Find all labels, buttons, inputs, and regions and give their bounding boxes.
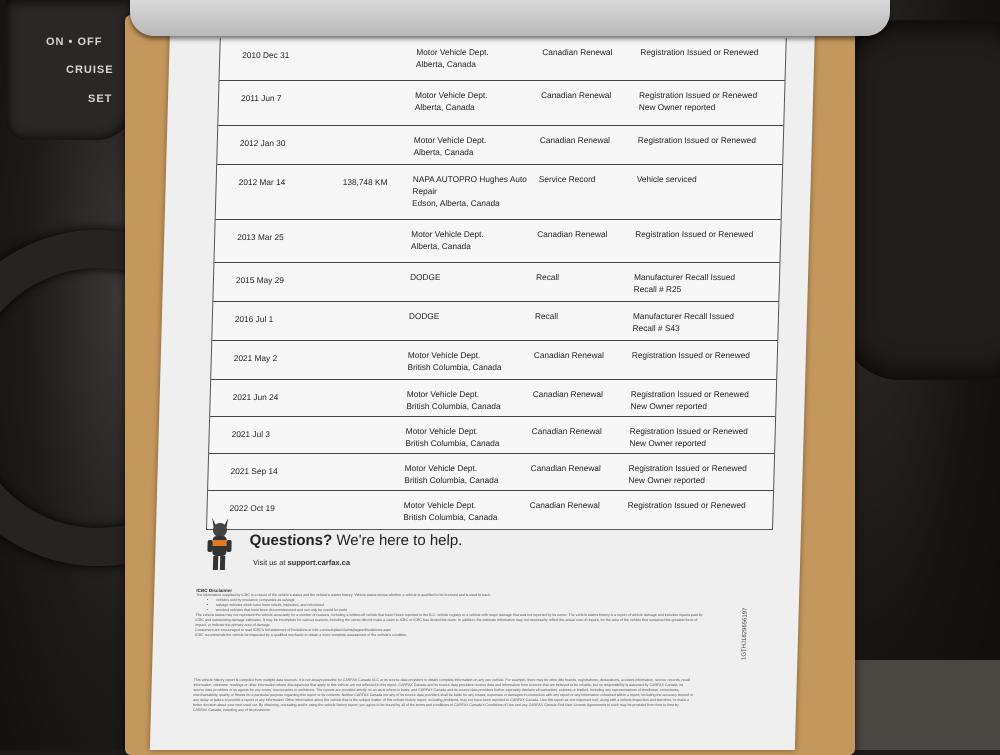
help-heading-strong: Questions?: [249, 532, 333, 549]
row-details: Registration Issued or Renewed: [627, 500, 746, 510]
row-source: Motor Vehicle Dept. Alberta, Canada: [415, 47, 489, 69]
disclaimer-bullet: • salvage vehicles which have been rebuilt, inspected, and relicensed: [216, 603, 706, 608]
row-record-type: Canadian Renewal: [532, 389, 604, 399]
disclaimer-intro: The information supplied by ICBC is a report of the vehicle's status and the vehicle's claims history. Vehicle status shows whether a vehicle is qualified to be licensed and is used to track:: [196, 593, 491, 597]
row-date: 2015 May 29: [235, 275, 285, 285]
row-record-type: Canadian Renewal: [529, 500, 600, 510]
row-details: Manufacturer Recall Issued Recall # S43: [632, 311, 735, 333]
row-date: 2021 Jul 3: [231, 429, 271, 439]
row-odometer: 138,748 KM: [342, 177, 388, 187]
row-date: 2013 Mar 25: [237, 232, 284, 242]
help-section: [205, 516, 727, 576]
help-visit-line: [253, 558, 350, 567]
row-source: Motor Vehicle Dept. Alberta, Canada: [410, 229, 484, 251]
row-source: Motor Vehicle Dept. British Columbia, Canada: [406, 389, 501, 411]
carfax-disclaimer-text: This vehicle history report is compiled from multiple data sources. It is not always possible for CARFAX Canada ULC or its source data providers to obtain complete information on any one vehicle. For example, there may be other title brands, registrations, declarations, accident information, service records, recall information, odometer readings or other information where discrepancies that apply to this vehicle are not reflected in this report. CARFAX Canada and its source data providers receive data and information from sources that are believed to be reliable, but no responsibility is assumed by CARFAX Canada, its source data providers or its agents for any errors, inaccuracies or omissions. The reports are provided strictly on an as-is where-is basis, and CARFAX Canada and its source data providers further expressly disclaim all warranties, express or implied, including any representations of timeliness, correctness, merchantability, quality or fitness for a particular purpose regarding this report or its contents. Neither CARFAX Canada nor any of its source data providers shall be liable for any losses, expenses or damages in connection with any report or any information contained within a report, including the accuracy thereof or any delay or failure to provide a report or any information. Other information about the vehicle that is the subject matter of this vehicle history report, including problems, may not have been reported to CARFAX Canada. Use this report as one important tool, along with a vehicle inspection and test drive, to make a better decision about your next used car. By obtaining, recreating and/or using the vehicle history report, you agree to be bound by all of the terms and conditions of CARFAX Canada's Conditions of Use and any CARFAX Canada End User License Agreements to such may be provided from time to time by CARFAX Canada, including any of its provisions.: [192, 678, 694, 712]
history-row: [209, 417, 775, 454]
row-record-type: Canadian Renewal: [540, 90, 612, 100]
steering-wheel-controls: [6, 0, 136, 140]
history-row: [212, 302, 778, 341]
row-record-type: Recall: [535, 272, 560, 282]
row-record-type: Canadian Renewal: [530, 463, 601, 473]
help-heading: [249, 532, 462, 549]
disclaimer-bullets: [196, 598, 706, 613]
row-date: 2010 Dec 31: [242, 50, 290, 60]
row-details: Registration Issued or Renewed New Owner reported: [629, 426, 748, 448]
support-link[interactable]: support.carfax.ca: [287, 558, 351, 567]
row-details: Registration Issued or Renewed: [635, 229, 754, 239]
row-record-type: Service Record: [538, 174, 596, 184]
history-row: [210, 380, 776, 417]
row-details: Registration Issued or Renewed New Owner reported: [638, 90, 758, 112]
row-record-type: Canadian Renewal: [542, 47, 613, 57]
seat-back: [840, 20, 1000, 380]
row-source: Motor Vehicle Dept. British Columbia, Canada: [404, 463, 499, 485]
history-row: [208, 454, 774, 491]
help-heading-rest: We're here to help.: [331, 532, 463, 549]
row-source: DODGE: [408, 311, 440, 321]
row-source: Motor Vehicle Dept. British Columbia, Canada: [405, 426, 500, 448]
disclaimer-bullet: • vehicles sold by insurance companies as salvage: [216, 598, 706, 603]
row-date: 2021 May 2: [233, 353, 278, 363]
row-date: 2021 Sep 14: [230, 466, 278, 476]
row-details: Manufacturer Recall Issued Recall # R25: [633, 272, 736, 294]
row-date: 2011 Jun 7: [240, 93, 282, 103]
row-details: Registration Issued or Renewed: [640, 47, 759, 57]
icbc-disclaimer: [195, 588, 706, 638]
row-date: 2012 Jan 30: [239, 138, 286, 148]
cruise-label: CRUISE: [66, 64, 114, 76]
row-date: 2012 Mar 14: [238, 177, 286, 187]
disclaimer-paragraph: Consumers are encouraged to read ICBC's full statement of limitations at icbc.com/autoplan/claims/pages/disclaimers.aspx: [195, 628, 391, 632]
carfax-disclaimer: [193, 678, 694, 713]
row-details: Registration Issued or Renewed New Owner reported: [630, 389, 749, 411]
row-record-type: Canadian Renewal: [533, 350, 605, 360]
row-source: Motor Vehicle Dept. Alberta, Canada: [413, 135, 487, 157]
history-row: [214, 220, 780, 263]
set-label: SET: [88, 93, 113, 105]
carfax-fox-mascot-icon: [205, 516, 235, 572]
row-record-type: Canadian Renewal: [539, 135, 611, 145]
disclaimer-paragraph: The vehicle status may not represent the vehicle accurately for a number of reasons, including a written-off vehicle that hasn't been reported to the B.C. vehicle registry or a vehicle with major damage that was not reported by its owner. The vehicle claims history is a report of vehicle damage and includes repairs paid by ICBC and outstanding damage estimates. It may be incomplete for various reasons, including the owner did not make a claim to ICBC or ICBC has denied the claim. In addition, the estimate information may not necessarily reflect the actual cost of repairs, for the area of the vehicle that sustained the greatest force of impact, or indicate the primary area of damage.: [195, 613, 703, 627]
row-source: Motor Vehicle Dept. Alberta, Canada: [414, 90, 488, 112]
row-details: Registration Issued or Renewed New Owner reported: [628, 463, 747, 485]
row-record-type: Recall: [534, 311, 559, 321]
disclaimer-paragraph: ICBC recommends the vehicle be inspected by a qualified mechanic to obtain a more complete assessment of the vehicle's condition.: [194, 633, 408, 637]
cruise-on-off-label: ON • OFF: [46, 36, 103, 48]
history-row: [218, 81, 784, 126]
history-row: [211, 341, 777, 380]
row-date: 2021 Jun 24: [232, 392, 279, 402]
carfax-report-page: [150, 28, 815, 750]
history-table: [206, 38, 787, 530]
row-source: Motor Vehicle Dept. British Columbia, Canada: [403, 500, 498, 522]
row-date: 2022 Oct 19: [229, 503, 275, 513]
history-row: [217, 126, 783, 165]
row-record-type: Canadian Renewal: [537, 229, 608, 239]
history-row: [220, 38, 786, 81]
row-source: DODGE: [409, 272, 441, 282]
row-source: Motor Vehicle Dept. British Columbia, Canada: [407, 350, 502, 372]
clipboard-clip: [130, 0, 890, 36]
history-row: [216, 165, 783, 220]
disclaimer-title: ICBC Disclaimer: [196, 588, 233, 593]
disclaimer-bullet: • wrecked vehicles that have been decommissioned and can only be resold for parts: [216, 608, 706, 613]
history-row: [213, 263, 779, 302]
help-visit-prefix: Visit us at: [252, 558, 288, 567]
row-record-type: Canadian Renewal: [531, 426, 603, 436]
row-date: 2016 Jul 1: [234, 314, 274, 324]
row-details: Registration Issued or Renewed: [631, 350, 751, 360]
row-details: Vehicle serviced: [636, 174, 697, 184]
report-serial: 1GTHJ1829656197: [741, 607, 749, 660]
row-details: Registration Issued or Renewed: [637, 135, 757, 145]
row-source: NAPA AUTOPRO Hughes Auto Repair Edson, Alberta, Canada: [411, 174, 527, 208]
